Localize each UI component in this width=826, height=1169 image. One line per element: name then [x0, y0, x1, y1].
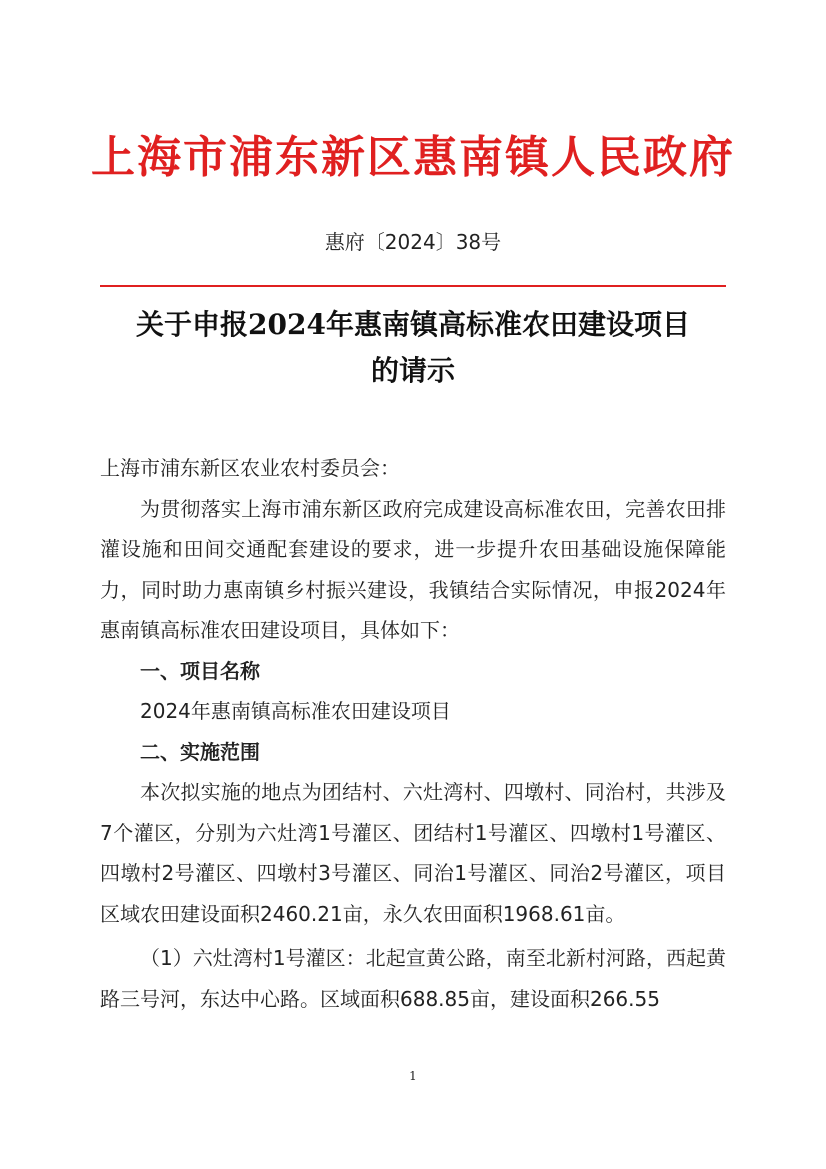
- section-2-text: 本次拟实施的地点为团结村、六灶湾村、四墩村、同治村，共涉及7个灌区，分别为六灶湾1号灌区、团结村1号灌区、四墩村1号灌区、四墩村2号灌区、四墩村3号灌区、同治1号灌区、同治2号灌区，项目区域农田建设面积2460.21亩，永久农田面积1968.61亩。: [100, 780, 726, 926]
- addressee: 上海市浦东新区农业农村委员会：: [100, 456, 400, 480]
- document-body: [100, 448, 726, 1019]
- document-title: [100, 302, 726, 394]
- page-number: 1: [409, 1069, 417, 1083]
- scope-item-1: （1）六灶湾村1号灌区：北起宣黄公路，南至北新村河路，西起黄路三号河，东达中心路。区域面积688.85亩，建设面积266.55: [100, 946, 726, 1011]
- issuer-header: 上海市浦东新区惠南镇人民政府: [91, 132, 735, 183]
- document-title-line-1: 关于申报2024年惠南镇高标准农田建设项目: [136, 308, 690, 341]
- document-number: 惠府〔2024〕38号: [324, 230, 502, 254]
- section-1-heading: 一、项目名称: [140, 658, 260, 683]
- document-title-line-2: 的请示: [370, 354, 455, 387]
- red-divider-line: [100, 285, 726, 287]
- section-2-heading: 二、实施范围: [140, 739, 260, 764]
- section-1-text: 2024年惠南镇高标准农田建设项目: [140, 699, 451, 723]
- intro-paragraph: 为贯彻落实上海市浦东新区政府完成建设高标准农田，完善农田排灌设施和田间交通配套建设的要求，进一步提升农田基础设施保障能力，同时助力惠南镇乡村振兴建设，我镇结合实际情况，申报2024年惠南镇高标准农田建设项目，具体如下：: [100, 496, 726, 642]
